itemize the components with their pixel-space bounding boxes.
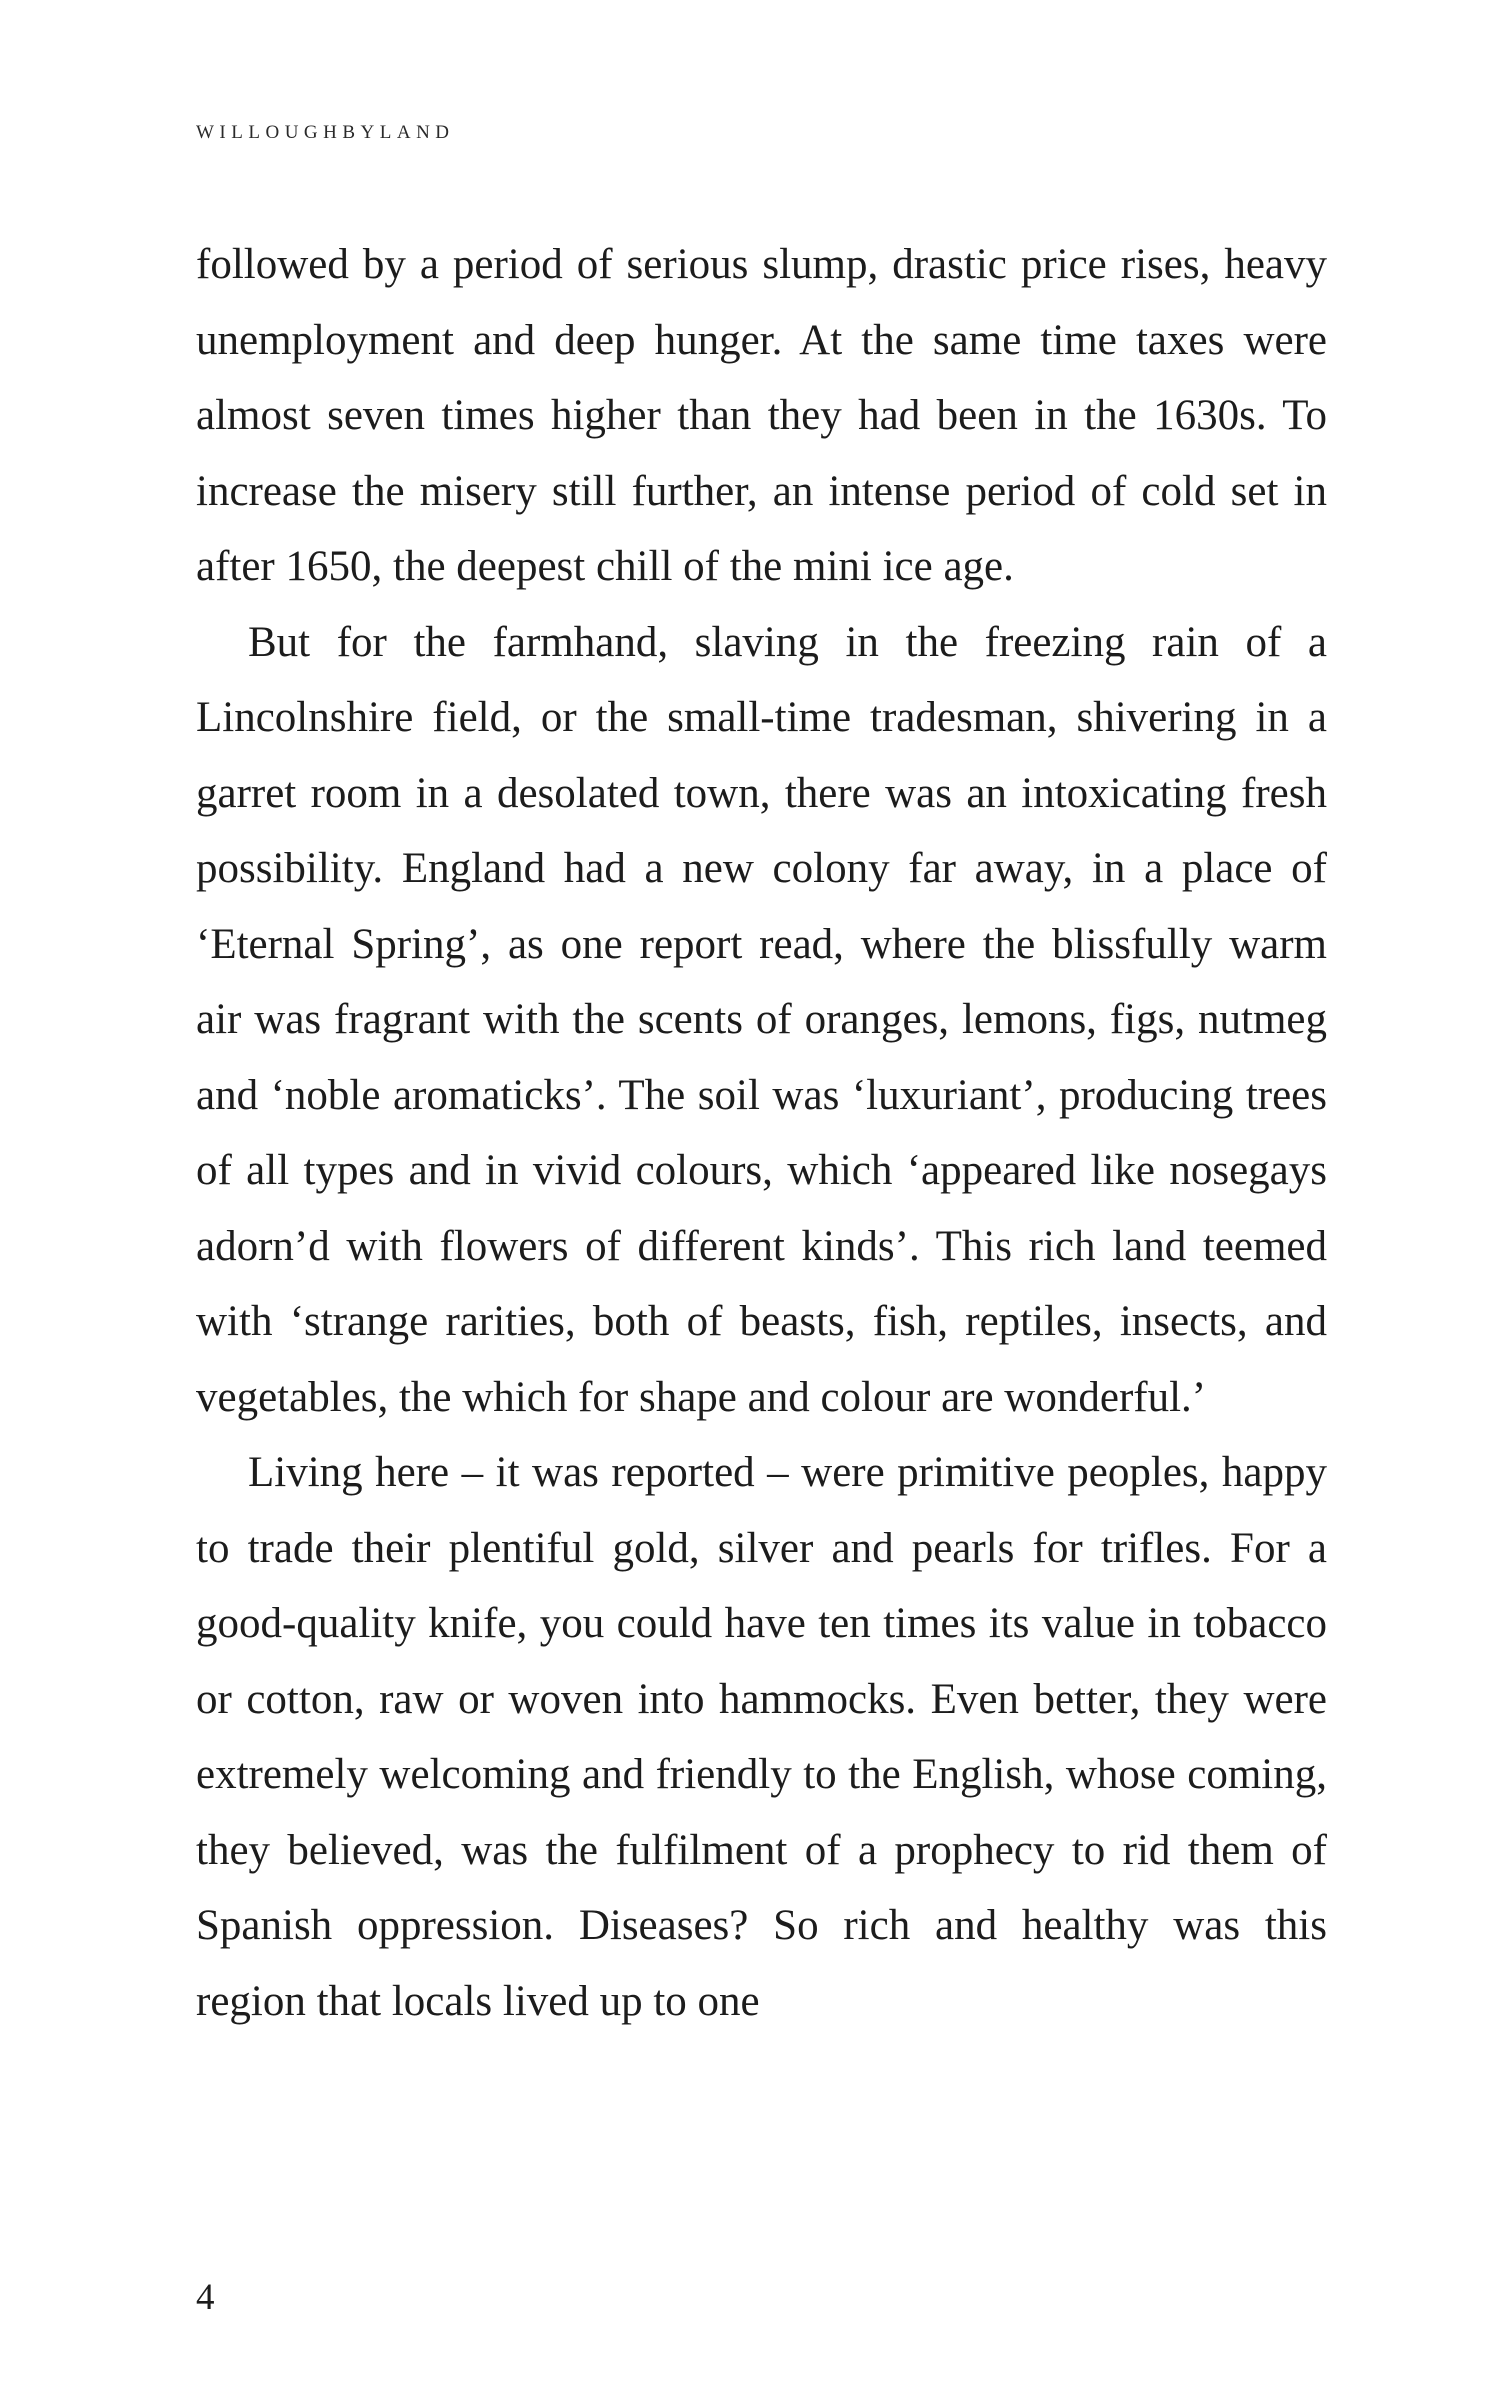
paragraph-2: But for the farmhand, slaving in the freezing rain of a Lincolnshire field, or the small-time tradesman, shivering in a garret room in a desolated town, there was an intoxicating fresh possibility. England had a new colony far away, in a place of ‘Eternal Spring’, as one report read, where the blissfully warm air was fragrant with the scents of oranges, lemons, figs, nutmeg and ‘noble aromaticks’. The soil was ‘luxuriant’, producing trees of all types and in vivid colours, which ‘appeared like nosegays adorn’d with flowers of different kinds’. This rich land teemed with ‘strange rarities, both of beasts, fish, reptiles, insects, and vegetables, the which for shape and colour are wonderful.’	[196, 618, 1327, 1421]
paragraph-3: Living here – it was reported – were primitive peoples, happy to trade their plentiful gold, silver and pearls for trifles. For a good-quality knife, you could have ten times its value in tobacco or cotton, raw or woven into hammocks. Even better, they were extremely welcoming and friendly to the English, whose coming, they believed, was the fulfilment of a prophecy to rid them of Spanish oppression. Diseases? So rich and healthy was this region that locals lived up to one	[196, 1449, 1327, 2025]
body-text	[196, 227, 1327, 2039]
paragraph-1: followed by a period of serious slump, drastic price rises, heavy unemployment and deep hunger. At the same time taxes were almost seven times higher than they had been in the 1630s. To increase the misery still further, an intense period of cold set in after 1650, the deepest chill of the mini ice age.	[196, 241, 1327, 590]
page-number: 4	[196, 2277, 215, 2318]
running-head: WILLOUGHBYLAND	[196, 122, 455, 143]
